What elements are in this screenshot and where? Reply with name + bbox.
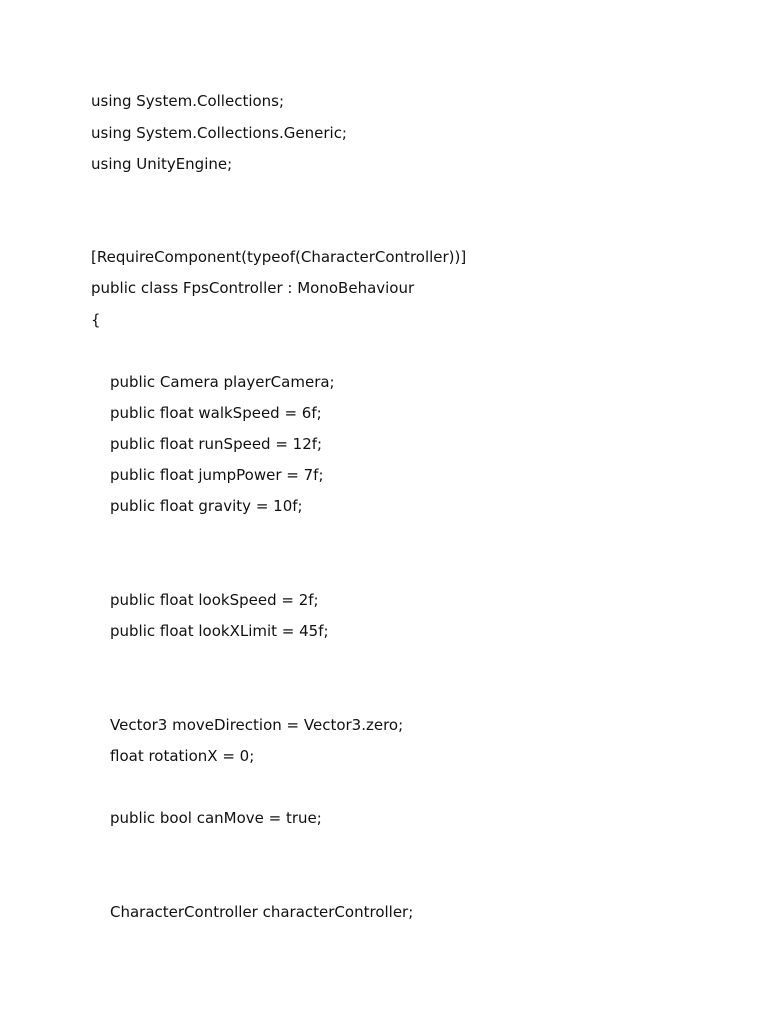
using-generic-line: using System.Collections.Generic; xyxy=(91,124,347,142)
walk-speed-line: public float walkSpeed = 6f; xyxy=(110,404,322,422)
character-controller-line: CharacterController characterController; xyxy=(110,903,414,921)
player-camera-line: public Camera playerCamera; xyxy=(110,373,335,391)
open-brace-line: { xyxy=(91,311,101,329)
using-unityengine-line: using UnityEngine; xyxy=(91,155,233,173)
class-declaration-line: public class FpsController : MonoBehaviour xyxy=(91,279,415,297)
can-move-line: public bool canMove = true; xyxy=(110,809,322,827)
look-speed-line: public float lookSpeed = 2f; xyxy=(110,591,319,609)
require-component-attribute-line: [RequireComponent(typeof(CharacterController))] xyxy=(91,248,467,266)
jump-power-line: public float jumpPower = 7f; xyxy=(110,466,324,484)
gravity-line: public float gravity = 10f; xyxy=(110,497,303,515)
move-direction-line: Vector3 moveDirection = Vector3.zero; xyxy=(110,716,404,734)
using-collections-line: using System.Collections; xyxy=(91,92,285,110)
run-speed-line: public float runSpeed = 12f; xyxy=(110,435,323,453)
look-x-limit-line: public float lookXLimit = 45f; xyxy=(110,622,329,640)
rotation-x-line: float rotationX = 0; xyxy=(110,747,255,765)
